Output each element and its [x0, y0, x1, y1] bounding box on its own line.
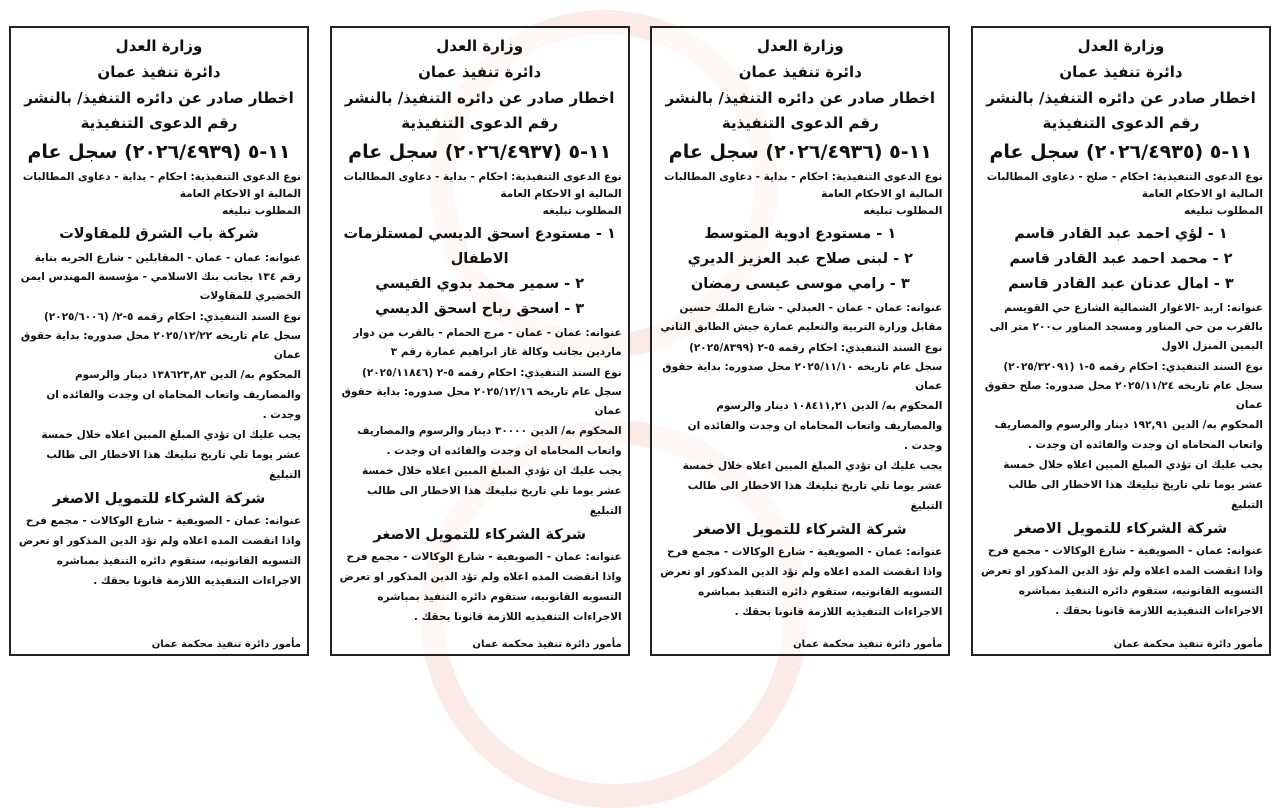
- notified-name: ٣ - رامي موسى عيسى رمضان: [690, 276, 910, 292]
- notice-card: [330, 26, 630, 656]
- notice-heading: اخطار صادر عن دائره التنفيذ/ بالنشر: [665, 89, 936, 107]
- ministry-title: وزارة العدل: [115, 37, 203, 55]
- notified-name: ٣ - اسحق رباح اسحق الديسي: [375, 301, 585, 317]
- notified-name: ١ - مستودع ادوية المتوسط: [704, 226, 897, 242]
- to-notify-label: المطلوب تبليغه: [222, 205, 301, 217]
- department-title: دائرة تنفيذ عمان: [418, 63, 542, 81]
- signature-line: مأمور دائرة تنفيذ محكمة عمان: [793, 639, 943, 650]
- signature-line: مأمور دائرة تنفيذ محكمة عمان: [151, 639, 301, 650]
- notified-name: ١ - مستودع اسحق الديسي لمستلزمات الاطفال: [343, 226, 616, 267]
- address-text: عنوانه: عمان - عمان - مرج الحمام - بالقرب من دوار ماردين بجانب وكالة غاز ابراهيم عمارة رقم ٣: [353, 327, 622, 358]
- notified-name: ٢ - سمير محمد بدوي القيسي: [375, 276, 585, 292]
- case-number: ١١-٥ (٢٠٢٦/٤٩٣٥) سجل عام: [989, 141, 1253, 163]
- creditor-name: شركة الشركاء للتمويل الاصغر: [52, 491, 266, 507]
- warning-text: واذا انقضت المده اعلاه ولم تؤد الدين المذكور او تعرض التسويه القانونيه، ستقوم دائره التنفيذ بمباشره الاجراءات التنفيذيه اللازمة قانونا بحقك .: [18, 535, 301, 587]
- notice-card: [9, 26, 309, 656]
- creditor-name: شركة الشركاء للتمويل الاصغر: [373, 527, 586, 543]
- creditor-name: شركة الشركاء للتمويل الاصغر: [1014, 521, 1228, 537]
- warning-text: واذا انقضت المده اعلاه ولم تؤد الدين المذكور او تعرض التسويه القانونيه، ستقوم دائره التنفيذ بمباشره الاجراءات التنفيذيه اللازمة قانونا بحقك .: [339, 571, 622, 623]
- signature-line: مأمور دائرة تنفيذ محكمة عمان: [472, 639, 622, 650]
- case-label: رقم الدعوى التنفيذية: [80, 114, 238, 132]
- creditor-address: عنوانه: عمان - الصويفية - شارع الوكالات - مجمع فرح: [346, 551, 622, 563]
- case-type: نوع الدعوى التنفيذية: احكام - بداية - دعاوى المطالبات المالية او الاحكام العامة: [22, 171, 301, 200]
- case-number: ١١-٥ (٢٠٢٦/٤٩٣٦) سجل عام: [668, 141, 932, 163]
- demand-text: يجب عليك ان تؤدي المبلغ المبين اعلاه خلال خمسة عشر يوما تلي تاريخ تبليغك هذا الاخطار الى طالب التبليغ: [41, 429, 301, 481]
- notice-card: [971, 26, 1271, 656]
- ministry-title: وزارة العدل: [1077, 37, 1165, 55]
- ministry-title: وزارة العدل: [436, 37, 524, 55]
- notice-heading: اخطار صادر عن دائره التنفيذ/ بالنشر: [24, 89, 294, 107]
- address-text: عنوانه: اربد -الاغوار الشمالية الشارع حي القويسم بالقرب من حي المناور ومسجد المناور ب٢٠٠ متر الى اليمين المنزل الاول: [989, 302, 1263, 352]
- notified-name: ١ - لؤي احمد عبد القادر قاسم: [1014, 226, 1228, 242]
- department-title: دائرة تنفيذ عمان: [97, 63, 221, 81]
- case-type: نوع الدعوى التنفيذية: احكام - بداية - دعاوى المطالبات المالية او الاحكام العامة: [664, 171, 943, 200]
- warning-text: واذا انقضت المده اعلاه ولم تؤد الدين المذكور او تعرض التسويه القانونيه، ستقوم دائره التنفيذ بمباشره الاجراءات التنفيذيه اللازمة قانونا بحقك .: [980, 565, 1263, 617]
- case-label: رقم الدعوى التنفيذية: [1042, 114, 1200, 132]
- to-notify-label: المطلوب تبليغه: [863, 205, 943, 217]
- department-title: دائرة تنفيذ عمان: [738, 63, 862, 81]
- address-text: عنوانه: عمان - عمان - المقابلين - شارع الحربه بناية رقم ١٣٤ بجانب بنك الاسلامي - مؤسسة المهندس ايمن الخضيري للمقاولات: [20, 252, 301, 302]
- case-type: نوع الدعوى التنفيذية: احكام - صلح - دعاوى المطالبات المالية او الاحكام العامة: [986, 171, 1263, 200]
- notified-name: ٣ - امال عدنان عبد القادر قاسم: [1008, 276, 1234, 292]
- demand-text: يجب عليك ان تؤدي المبلغ المبين اعلاه خلال خمسة عشر يوما تلي تاريخ تبليغك هذا الاخطار الى طالب التبليغ: [361, 465, 622, 517]
- creditor-name: شركة الشركاء للتمويل الاصغر: [694, 522, 907, 538]
- notice-heading: اخطار صادر عن دائره التنفيذ/ بالنشر: [986, 89, 1256, 107]
- demand-text: يجب عليك ان تؤدي المبلغ المبين اعلاه خلال خمسة عشر يوما تلي تاريخ تبليغك هذا الاخطار الى طالب التبليغ: [1003, 459, 1263, 511]
- case-label: رقم الدعوى التنفيذية: [401, 114, 559, 132]
- department-title: دائرة تنفيذ عمان: [1059, 63, 1183, 81]
- case-label: رقم الدعوى التنفيذية: [721, 114, 879, 132]
- address-text: عنوانه: عمان - عمان - العبدلي - شارع الملك حسين مقابل وزارة التربية والتعليم عمارة جيش الطابق الثاني: [660, 302, 943, 333]
- notice-heading: اخطار صادر عن دائره التنفيذ/ بالنشر: [344, 89, 615, 107]
- creditor-address: عنوانه: عمان - الصويفية - شارع الوكالات - مجمع فرح: [667, 546, 943, 558]
- ministry-title: وزارة العدل: [756, 37, 844, 55]
- notified-name: ٢ - لبنى صلاح عبد العزيز الديري: [687, 251, 914, 267]
- deed-text: نوع السند التنفيذي: احكام رقمه ٥-٢/ (٢٠٢٥/٦٠٠٦) سجل عام تاريخه ٢٠٢٥/١٢/٢٢ محل صدوره: بداية حقوق عمان: [20, 311, 301, 361]
- notified-names: [658, 222, 942, 297]
- case-number: ١١-٥ (٢٠٢٦/٤٩٣٧) سجل عام: [348, 141, 612, 163]
- case-number: ١١-٥ (٢٠٢٦/٤٩٣٩) سجل عام: [27, 141, 291, 163]
- judgment-text: المحكوم به/ الدين ١٠٨٤١١,٢١ دينار والرسوم والمصاريف واتعاب المحاماه ان وجدت والفائده ان وجدت .: [687, 400, 943, 452]
- to-notify-label: المطلوب تبليغه: [542, 205, 622, 217]
- deed-text: نوع السند التنفيذي: احكام رقمه ٥-٢ (٢٠٢٥/٨٣٩٩) سجل عام تاريخه ٢٠٢٥/١١/١٠ محل صدوره: بداية حقوق عمان: [662, 342, 943, 392]
- deed-text: نوع السند التنفيذي: احكام رقمه ٥-٢ (٢٠٢٥/١١٨٤٦) سجل عام تاريخه ٢٠٢٥/١٢/١٦ محل صدوره: بداية حقوق عمان: [341, 367, 622, 417]
- creditor-address: عنوانه: عمان - الصويفية - شارع الوكالات - مجمع فرح: [987, 545, 1263, 557]
- notified-names: [979, 222, 1263, 297]
- signature-line: مأمور دائرة تنفيذ محكمة عمان: [1113, 639, 1263, 650]
- judgment-text: المحكوم به/ الدين ١٣٨٦٢٣,٨٣ دينار والرسوم والمصاريف واتعاب المحاماه ان وجدت والفائده ان وجدت .: [46, 369, 301, 421]
- to-notify-label: المطلوب تبليغه: [1183, 205, 1263, 217]
- creditor-address: عنوانه: عمان - الصويفية - شارع الوكالات - مجمع فرح: [25, 515, 301, 527]
- demand-text: يجب عليك ان تؤدي المبلغ المبين اعلاه خلال خمسة عشر يوما تلي تاريخ تبليغك هذا الاخطار الى طالب التبليغ: [682, 460, 943, 512]
- deed-text: نوع السند التنفيذي: احكام رقمه ٥-١ (٢٠٢٥/٣٢٠٩١) سجل عام تاريخه ٢٠٢٥/١١/٢٤ محل صدوره: صلح حقوق عمان: [984, 361, 1263, 411]
- warning-text: واذا انقضت المده اعلاه ولم تؤد الدين المذكور او تعرض التسويه القانونيه، ستقوم دائره التنفيذ بمباشره الاجراءات التنفيذيه اللازمة قانونا بحقك .: [660, 566, 943, 618]
- case-type: نوع الدعوى التنفيذية: احكام - بداية - دعاوى المطالبات المالية او الاحكام العامة: [343, 171, 622, 200]
- notified-name: ٢ - محمد احمد عبد القادر قاسم: [1009, 251, 1233, 267]
- notified-names: [17, 222, 301, 247]
- notified-names: [338, 222, 622, 322]
- judgment-text: المحكوم به/ الدين ١٩٢,٩١ دينار والرسوم والمصاريف واتعاب المحاماه ان وجدت والفائده ان وجدت .: [994, 419, 1263, 451]
- notice-card: [650, 26, 950, 656]
- judgment-text: المحكوم به/ الدين ٣٠٠٠٠ دينار والرسوم والمصاريف واتعاب المحاماه ان وجدت والفائده ان وجدت .: [357, 425, 622, 457]
- notified-name: شركة باب الشرق للمقاولات: [59, 226, 259, 242]
